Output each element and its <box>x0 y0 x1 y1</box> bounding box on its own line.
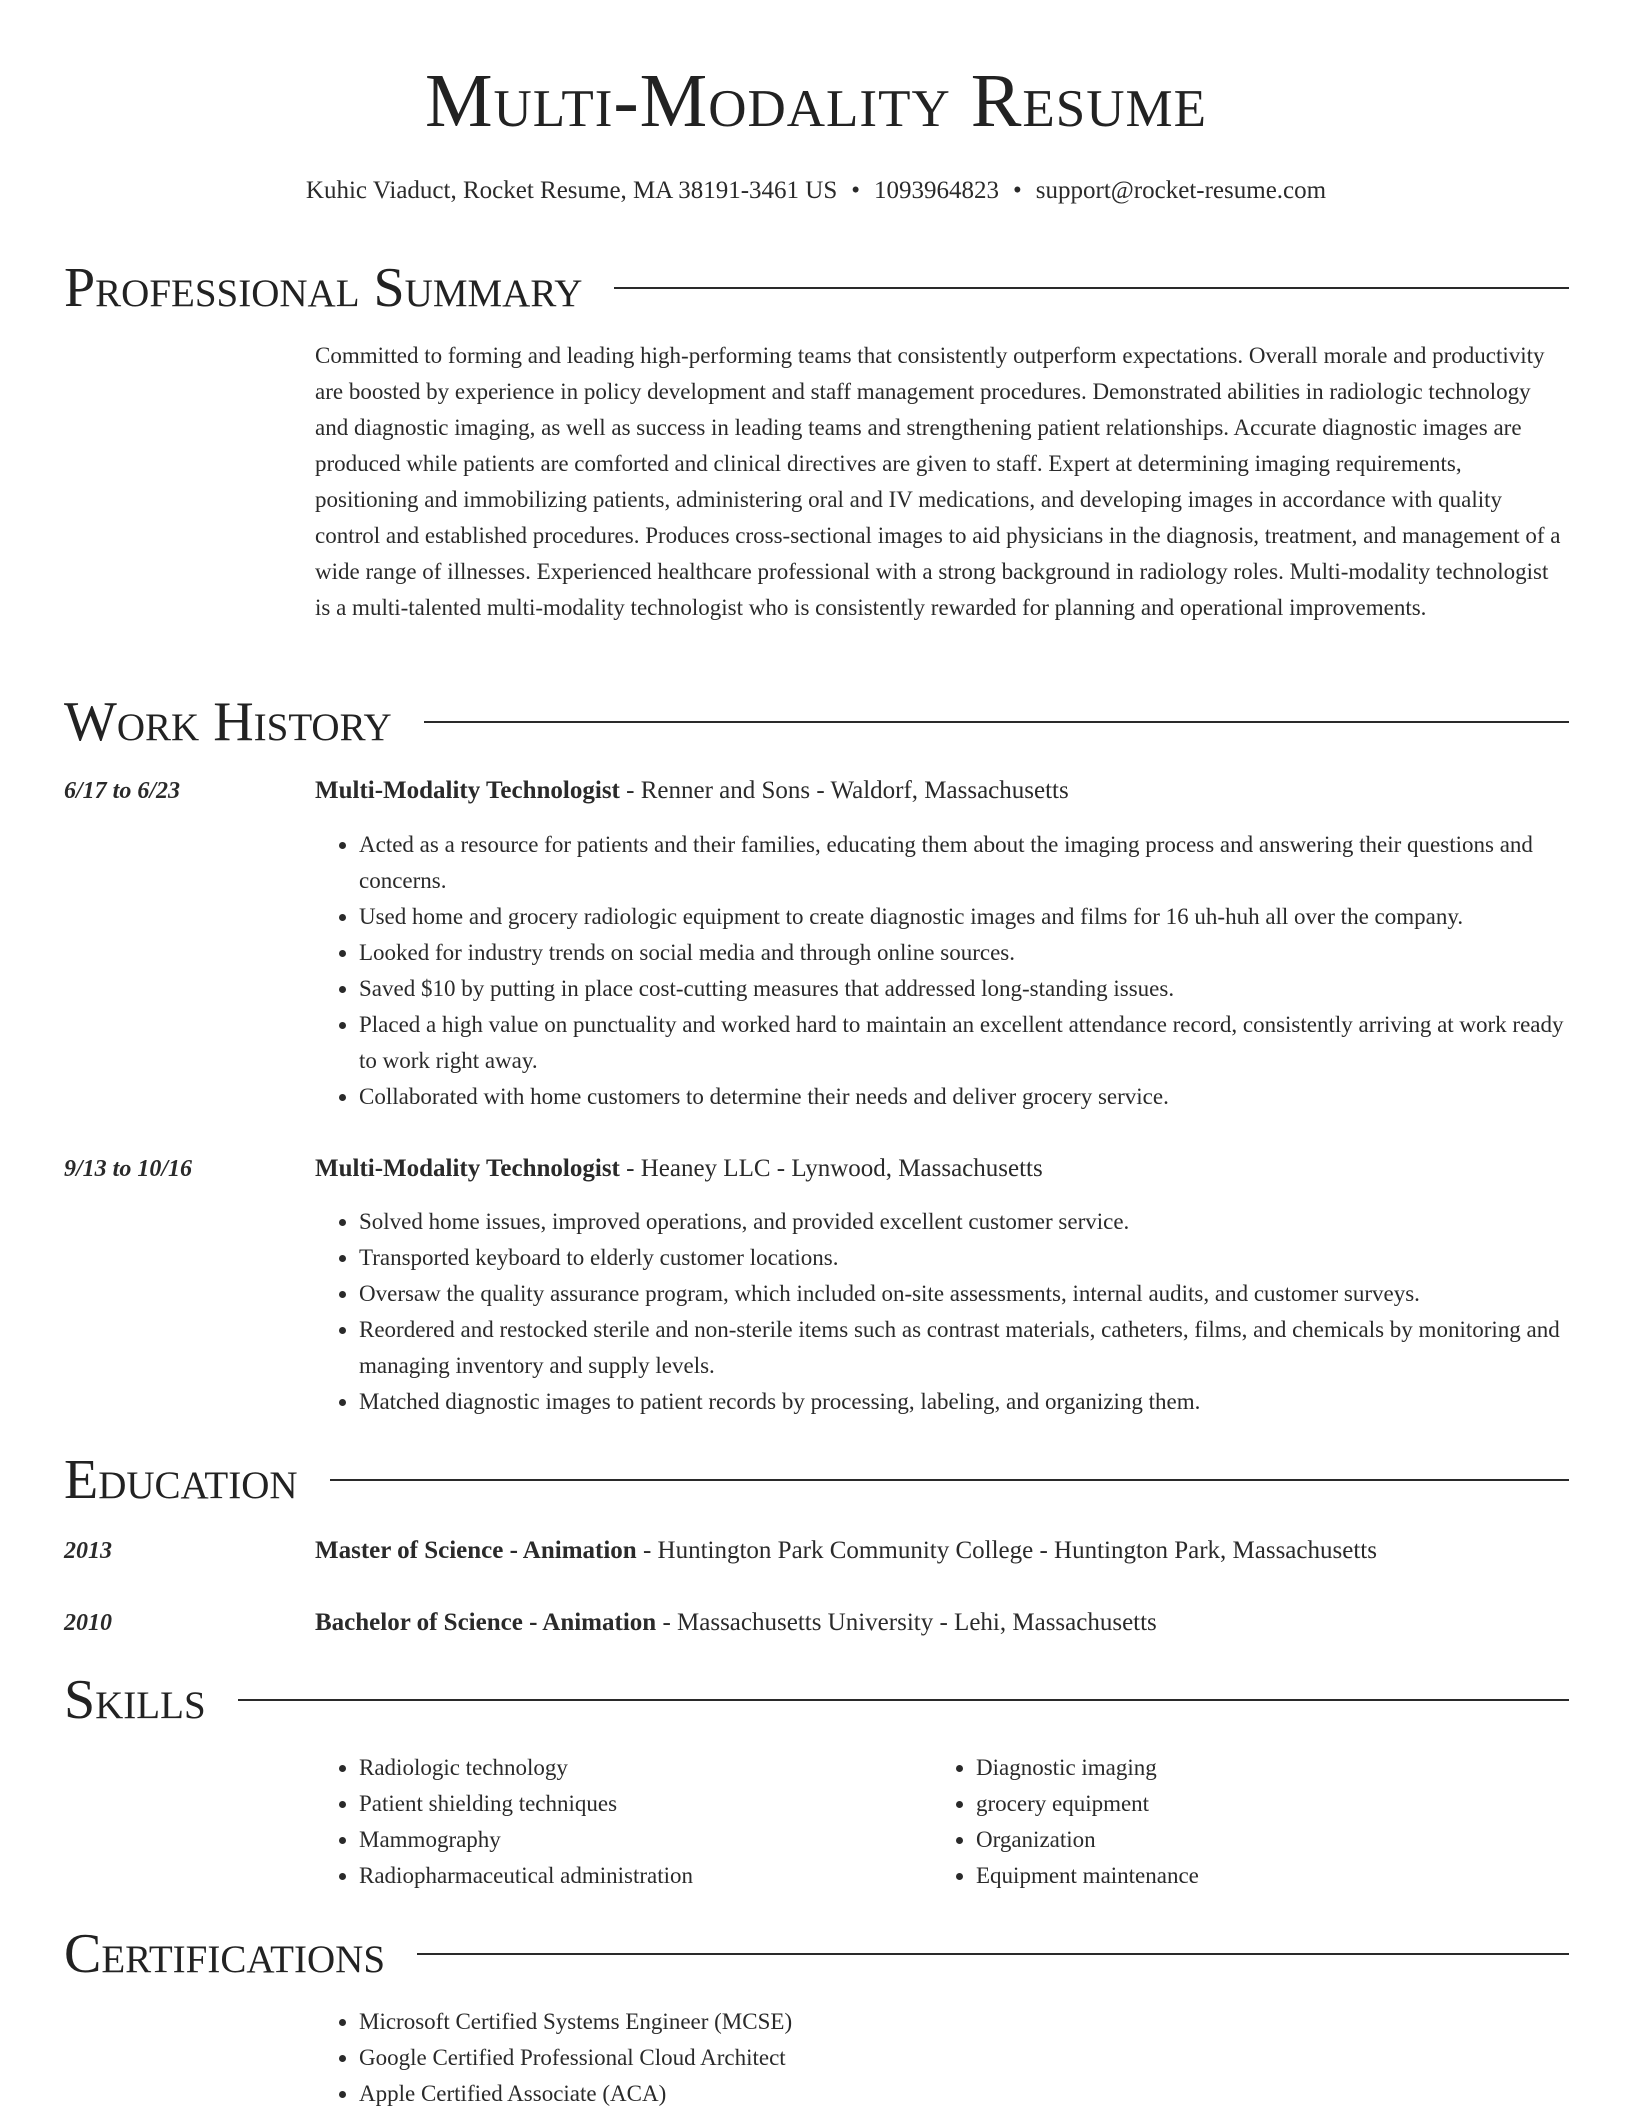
job-details: - Renner and Sons - Waldorf, Massachusetts <box>619 777 1069 804</box>
list-item: • Looked for industry trends on social media and through online sources. <box>359 935 1575 971</box>
job-header <box>315 1152 1575 1186</box>
section-title: Certifications <box>64 1923 386 1985</box>
job-bullets <box>315 827 1575 1115</box>
skill-item: • Organization <box>976 1822 1532 1858</box>
education-details: - Massachusetts University - Lehi, Massachusetts <box>656 1609 1157 1636</box>
section-divider <box>614 287 1569 289</box>
education-header <box>315 1606 1575 1640</box>
education-details: - Huntington Park Community College - Huntington Park, Massachusetts <box>636 1537 1377 1564</box>
job-position: Multi-Modality Technologist <box>315 1155 620 1182</box>
job-position: Multi-Modality Technologist <box>315 777 620 804</box>
education-year: 2013 <box>64 1538 112 1564</box>
section-title: Professional Summary <box>64 257 583 319</box>
list-item: • Saved $10 by putting in place cost-cutting measures that addressed long-standing issues. <box>359 971 1575 1007</box>
email: support@rocket-resume.com <box>1035 177 1327 204</box>
certifications-list <box>315 2004 1575 2112</box>
skill-item: • Equipment maintenance <box>976 1858 1532 1894</box>
section-title: Education <box>64 1449 298 1511</box>
separator: • <box>1013 177 1022 204</box>
skill-item: • Mammography <box>359 1822 915 1858</box>
skill-item: • Radiopharmaceutical administration <box>359 1858 915 1894</box>
list-item: • Reordered and restocked sterile and non-sterile items such as contrast materials, catheters, films, and chemicals by monitoring and managing inventory and supply levels. <box>359 1312 1575 1384</box>
list-item: • Acted as a resource for patients and their families, educating them about the imaging process and answering their questions and concerns. <box>359 827 1575 899</box>
job-bullets <box>315 1204 1575 1420</box>
skill-item: • grocery equipment <box>976 1786 1532 1822</box>
section-divider <box>238 1699 1569 1701</box>
separator: • <box>851 177 861 204</box>
certification-item: • Google Certified Professional Cloud Architect <box>359 2040 1575 2076</box>
phone: 1093964823 <box>874 177 1000 204</box>
job-header <box>315 774 1575 808</box>
summary-text: Committed to forming and leading high-performing teams that consistently outperform expectations. Overall morale and productivity are boosted by experience in policy development and staff management procedures. Demonstrated abilities in radiologic technology and diagnostic imaging, as well as success in leading teams and strengthening patient relationships. Accurate diagnostic images are produced while patients are comforted and clinical directives are given to staff. Expert at determining imaging requirements, positioning and immobilizing patients, administering oral and IV medications, and developing images in accordance with quality control and established procedures. Produces cross-sectional images to aid physicians in the diagnosis, treatment, and management of a wide range of illnesses. Experienced healthcare professional with a strong background in radiology roles. Multi-modality technologist is a multi-talented multi-modality technologist who is consistently rewarded for planning and operational improvements. <box>315 343 1561 620</box>
list-item: • Collaborated with home customers to determine their needs and deliver grocery service. <box>359 1079 1575 1115</box>
job-dates: 9/13 to 10/16 <box>64 1156 193 1182</box>
list-item: • Oversaw the quality assurance program, which included on-site assessments, internal audits, and customer surveys. <box>359 1276 1575 1312</box>
education-degree: Bachelor of Science - Animation <box>315 1609 657 1636</box>
list-item: • Placed a high value on punctuality and worked hard to maintain an excellent attendance record, consistently arriving at work ready to work right away. <box>359 1007 1575 1079</box>
skill-item: • Patient shielding techniques <box>359 1786 915 1822</box>
skills-list-left <box>315 1750 915 1894</box>
resume-title: Multi-Modality Resume <box>424 59 1208 143</box>
skills-section-heading <box>64 1668 1569 1732</box>
list-item: • Transported keyboard to elderly customer locations. <box>359 1240 1575 1276</box>
education-degree: Master of Science - Animation <box>315 1537 637 1564</box>
work-section-heading <box>64 690 1569 754</box>
section-divider <box>417 1953 1569 1955</box>
certifications-section-heading <box>64 1922 1569 1986</box>
skill-item: • Radiologic technology <box>359 1750 915 1786</box>
education-year: 2010 <box>64 1610 112 1636</box>
summary-section-heading <box>64 256 1569 320</box>
certification-item: • Apple Certified Associate (ACA) <box>359 2076 1575 2112</box>
list-item: • Solved home issues, improved operations, and provided excellent customer service. <box>359 1204 1575 1240</box>
skill-item: • Diagnostic imaging <box>976 1750 1532 1786</box>
list-item: • Matched diagnostic images to patient records by processing, labeling, and organizing them. <box>359 1384 1575 1420</box>
address: Kuhic Viaduct, Rocket Resume, MA 38191-3461 US <box>305 177 838 204</box>
education-header <box>315 1534 1575 1568</box>
section-divider <box>330 1479 1569 1481</box>
contact-line <box>0 174 1632 208</box>
education-section-heading <box>64 1448 1569 1512</box>
list-item: • Used home and grocery radiologic equipment to create diagnostic images and films for 16 uh-huh all over the company. <box>359 899 1575 935</box>
certification-item: • Microsoft Certified Systems Engineer (MCSE) <box>359 2004 1575 2040</box>
skills-list-right <box>932 1750 1532 1894</box>
section-title: Work History <box>64 691 392 753</box>
job-dates: 6/17 to 6/23 <box>64 778 181 804</box>
section-divider <box>424 721 1569 723</box>
section-title: Skills <box>64 1669 206 1731</box>
job-details: - Heaney LLC - Lynwood, Massachusetts <box>619 1155 1043 1182</box>
